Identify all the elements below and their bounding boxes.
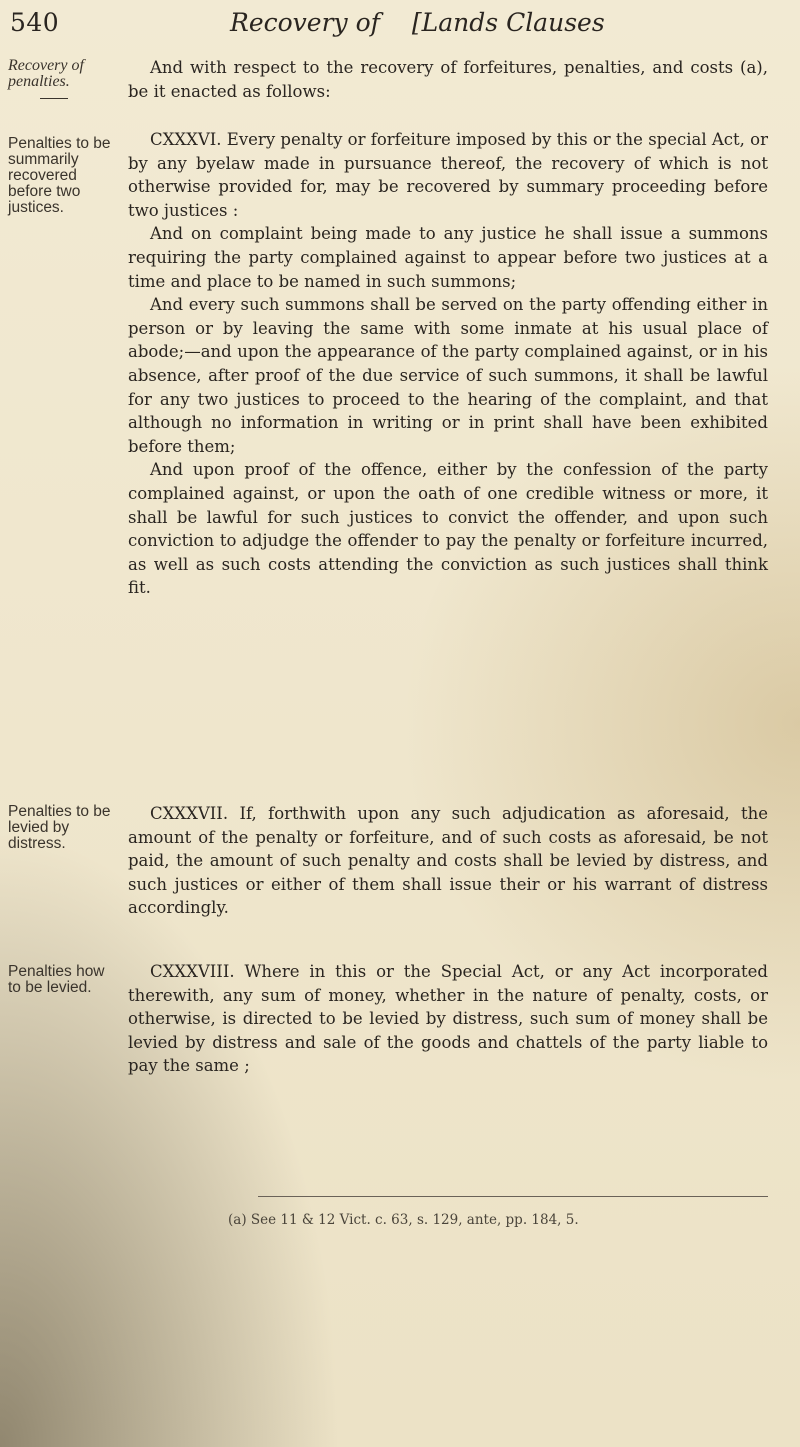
margin-note-distress: Penalties to be levied by distress. [8, 803, 111, 852]
section-138 [128, 960, 768, 1078]
section-136-para-4: And upon proof of the offence, either by the confession of the party complained against, or upon the oath of one credible witness or more, it shall be lawful for such justices to convict the offender, and upon such conviction to adjudge the offender to pay the penalty or forfeiture incurred, as well as such costs attending the conviction as such justices shall think fit. [128, 460, 768, 598]
section-136-para-3: And every such summons shall be served on the party offending either in person or by leaving the same with some inmate at his usual place of abode;—and upon the appearance of the party complained against, or in his absence, after proof of the due service of such summons, it shall be lawful for any two justices to proceed to the hearing of the complaint, and that although no information in writing or in print shall have been exhibited before them; [128, 295, 768, 456]
section-136-para-2: And on complaint being made to any justice he shall issue a summons requiring the party complained against to appear before two justices at a time and place to be named in such summons; [128, 224, 768, 291]
running-head [230, 8, 605, 37]
section-136 [128, 128, 768, 600]
margin-note-how-levied: Penalties how to be levied. [8, 963, 105, 996]
footnote: (a) See 11 & 12 Vict. c. 63, s. 129, ante, pp. 184, 5. [228, 1212, 579, 1228]
section-138-text: CXXXVIII. Where in this or the Special Act, or any Act incorporated therewith, any sum of money, whether in the nature of penalty, costs, or otherwise, is directed to be levied by distress, such sum of money shall be levied by distress and sale of the goods and chattels of the party liable to pay the same ; [128, 962, 768, 1076]
footnote-rule [258, 1196, 768, 1197]
intro-paragraph [128, 56, 768, 103]
section-137 [128, 802, 768, 920]
running-section: [Lands Clauses [411, 8, 605, 37]
running-title: Recovery of [230, 8, 380, 37]
margin-note-recovery: Recovery of penalties. [8, 57, 84, 90]
page-number: 540 [10, 8, 60, 37]
section-136-para-1: CXXXVI. Every penalty or forfeiture imposed by this or the special Act, or by any byelaw made in pursuance thereof, the recovery of which is not otherwise provided for, may be recovered by summary proceeding before two justices : [128, 130, 768, 220]
margin-note-summary-recovery: Penalties to be summarily recovered before two justices. [8, 135, 111, 216]
intro-text: And with respect to the recovery of forfeitures, penalties, and costs (a), be it enacted as follows: [128, 58, 768, 101]
section-137-text: CXXXVII. If, forthwith upon any such adjudication as aforesaid, the amount of the penalty or forfeiture, and of such costs as aforesaid, be not paid, the amount of such penalty and costs shall be levied by distress, and such justices or either of them shall issue their or his warrant of distress accordingly. [128, 804, 768, 918]
margin-dash [40, 98, 68, 99]
